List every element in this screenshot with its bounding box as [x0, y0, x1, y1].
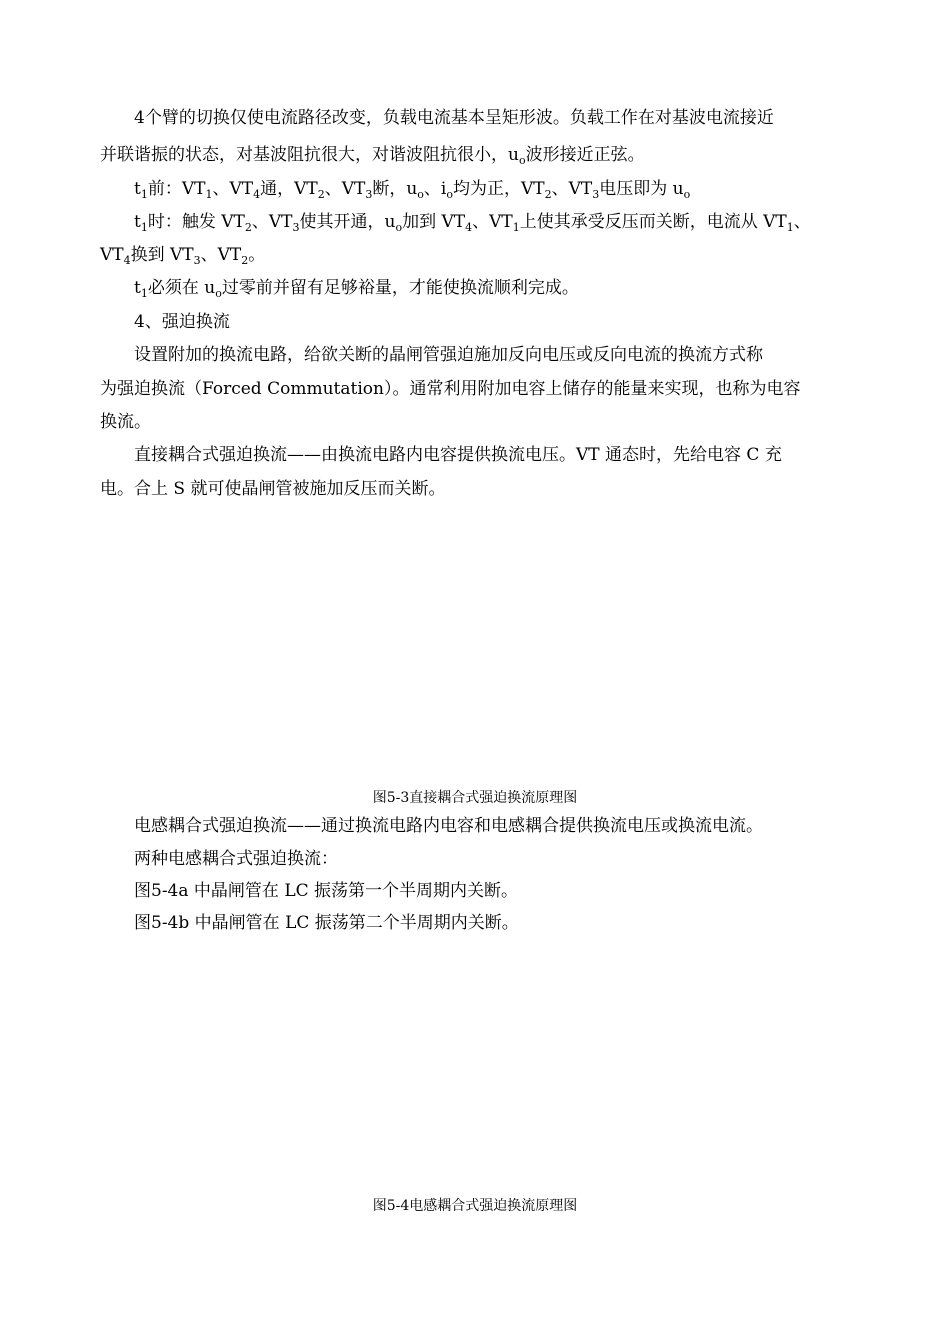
- text: VT: [100, 245, 124, 265]
- para-5-line-1: 设置附加的换流电路，给欲关断的晶闸管强迫施加反向电压或反向电流的换流方式称: [134, 345, 763, 365]
- text: 电压即为 u: [599, 179, 684, 199]
- subscript: 1: [140, 188, 148, 201]
- text: 波形接近正弦。: [525, 145, 645, 165]
- subscript: 1: [140, 287, 148, 300]
- para-2: [134, 179, 690, 199]
- text: 过零前并留有足够裕量，才能使换流顺利完成。: [221, 278, 579, 298]
- subscript: 2: [241, 254, 249, 267]
- subscript: 3: [193, 254, 201, 267]
- para-5-line-2: 为强迫换流（Forced Commutation）。通常利用附加电容上储存的能量来实现，也称为电容: [100, 379, 801, 399]
- text: 、VT: [472, 212, 513, 232]
- subscript: 4: [123, 254, 131, 267]
- para-4: [134, 278, 579, 298]
- subscript: 1: [205, 188, 213, 201]
- figure-5-4-placeholder: [100, 945, 850, 1190]
- subscript: 2: [317, 188, 325, 201]
- text: 断，u: [372, 179, 418, 199]
- text: 时：触发 VT: [147, 212, 245, 232]
- text: 必须在 u: [147, 278, 216, 298]
- subscript: o: [395, 221, 403, 234]
- text: 前：VT: [147, 179, 206, 199]
- subscript: 3: [292, 221, 300, 234]
- subscript: 3: [592, 188, 600, 201]
- para-6-line-1: 直接耦合式强迫换流——由换流电路内电容提供换流电压。VT 通态时，先给电容 C 充: [134, 445, 782, 465]
- text: 、: [793, 212, 811, 232]
- subscript: 1: [786, 221, 794, 234]
- text: t: [134, 179, 141, 199]
- text: 、VT: [212, 179, 254, 199]
- text: 。: [248, 245, 266, 265]
- section-heading: 4、强迫换流: [134, 312, 230, 332]
- text: 、i: [423, 179, 447, 199]
- text: 、VT: [200, 245, 242, 265]
- figure-5-4-caption: 图5-4电感耦合式强迫换流原理图: [372, 1198, 578, 1214]
- subscript: 2: [244, 221, 252, 234]
- para-10: 图5-4b 中晶闸管在 LC 振荡第二个半周期内关断。: [134, 913, 519, 933]
- text: 加到 VT: [402, 212, 466, 232]
- text: 换到 VT: [130, 245, 194, 265]
- para-1-line-1: 4个臂的切换仅使电流路径改变，负载电流基本呈矩形波。负载工作在对基波电流接近: [134, 108, 774, 128]
- subscript: o: [518, 154, 526, 167]
- text: 上使其承受反压而关断，电流从 VT: [519, 212, 787, 232]
- text: 、VT: [324, 179, 366, 199]
- text: 并联谐振的状态，对基波阻抗很大，对谐波阻抗很小，u: [100, 145, 519, 165]
- para-1-line-2: [100, 145, 645, 165]
- subscript: 4: [253, 188, 261, 201]
- figure-5-3-caption: 图5-3直接耦合式强迫换流原理图: [372, 790, 578, 806]
- text: t: [134, 278, 141, 298]
- text: 、VT: [251, 212, 293, 232]
- figure-5-3-placeholder: [100, 515, 850, 780]
- text: 使其开通，u: [299, 212, 396, 232]
- subscript: 4: [465, 221, 473, 234]
- text: 通，VT: [260, 179, 318, 199]
- para-8: 两种电感耦合式强迫换流：: [134, 849, 338, 869]
- subscript: 3: [365, 188, 373, 201]
- text: 均为正，VT: [452, 179, 545, 199]
- text: 、VT: [551, 179, 593, 199]
- para-9: 图5-4a 中晶闸管在 LC 振荡第一个半周期内关断。: [134, 881, 519, 901]
- subscript: o: [215, 287, 222, 300]
- para-7: 电感耦合式强迫换流——通过换流电路内电容和电感耦合提供换流电压或换流电流。: [134, 816, 763, 836]
- subscript: 1: [512, 221, 520, 234]
- para-3-line-1: [134, 212, 811, 232]
- subscript: 2: [544, 188, 552, 201]
- para-5-line-3: 换流。: [100, 412, 151, 432]
- subscript: o: [417, 188, 424, 201]
- para-6-line-2: 电。合上 S 就可使晶闸管被施加反压而关断。: [100, 479, 446, 499]
- text: t: [134, 212, 141, 232]
- subscript: o: [683, 188, 691, 201]
- para-3-line-2: [100, 245, 265, 265]
- subscript: 1: [140, 221, 148, 234]
- subscript: o: [446, 188, 453, 201]
